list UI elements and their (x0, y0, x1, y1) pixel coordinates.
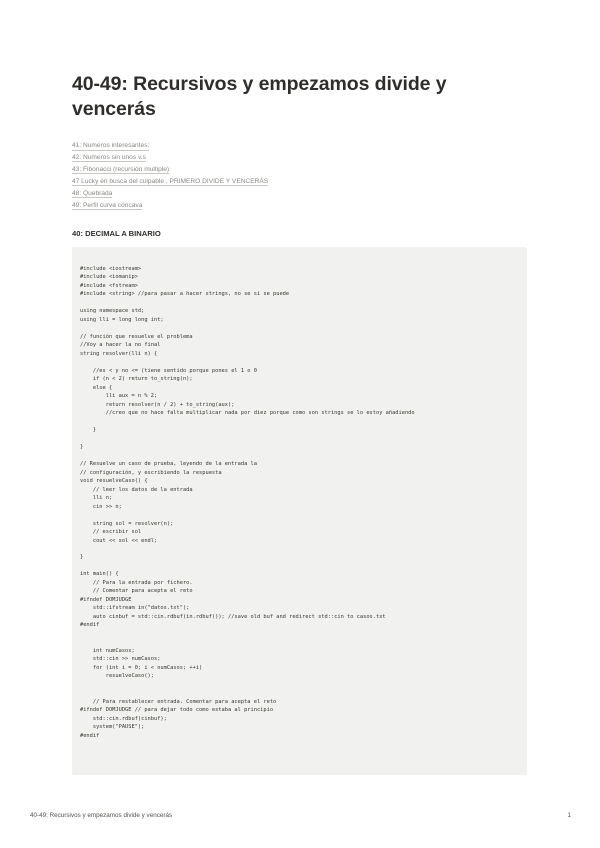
toc-item[interactable] (72, 164, 512, 176)
table-of-contents (72, 140, 512, 211)
section-heading: 40: DECIMAL A BINARIO (72, 229, 161, 238)
toc-item[interactable] (72, 152, 512, 164)
footer-title: 40-49: Recursivos y empezamos divide y vencerás (30, 812, 173, 819)
page-title: 40-49: Recursivos y empezamos divide y vencerás (72, 73, 447, 120)
toc-item[interactable] (72, 188, 512, 200)
toc-link[interactable]: 49: Perfil curva cóncava (72, 201, 143, 209)
toc-item[interactable] (72, 176, 512, 188)
toc-link[interactable]: 42: Numeros sin unos v.s (72, 153, 146, 161)
toc-link[interactable]: 48: Quebrada (72, 189, 113, 197)
code-text: #include <iostream> #include <iomanip> #include <fstream> #include <string> //para pasar a hacer strings, no se si se puede using namespace std; using lli = long long int; // función que resuelve el problema //Voy a hacer la no final string resolver(lli n) { //es < y no <= (tiene sentido porque pones el 1 o 0 if (n < 2) return to_string(n); else { lli aux = n % 2; return resolver(n / 2) + to_string(aux); //creo que no hace falta multiplicar nada por diez porque como son strings se lo estoy añadiendo } } // Resuelve un caso de prueba, leyendo de la entrada la // configuración, y escribiendo la respuesta void resuelveCaso() { // leer los datos de la entrada lli n; cin >> n; string sol = resolver(n); // escribir sol cout << sol << endl; } int main() { // Para la entrada por fichero. // Comentar para acepta el reto #ifndef DOMJUDGE std::ifstream in("datos.txt"); auto cinbuf = std::cin.rdbuf(in.rdbuf()); //save old buf and redirect std::cin to casos.txt #endif int numCasos; std::cin >> numCasos; for (int i = 0; i < numCasos; ++i) resuelveCaso(); // Para restablecer entrada. Comentar para acepta el reto #ifndef DOMJUDGE // para dejar todo como estaba al principio std::cin.rdbuf(cinbuf); system("PAUSE"); #endif (80, 266, 415, 739)
page-number: 1 (567, 812, 571, 819)
toc-link[interactable]: 43: Fibonacci (recursión multiple) (72, 165, 170, 173)
toc-link[interactable]: 47 Lucky en busca del culpable , PRIMERO DIVIDE Y VENCERÁS (72, 177, 269, 185)
code-block (72, 247, 527, 775)
toc-item[interactable] (72, 140, 512, 152)
toc-link[interactable]: 41: Numeros interesantes: (72, 142, 150, 149)
toc-item[interactable] (72, 200, 512, 212)
